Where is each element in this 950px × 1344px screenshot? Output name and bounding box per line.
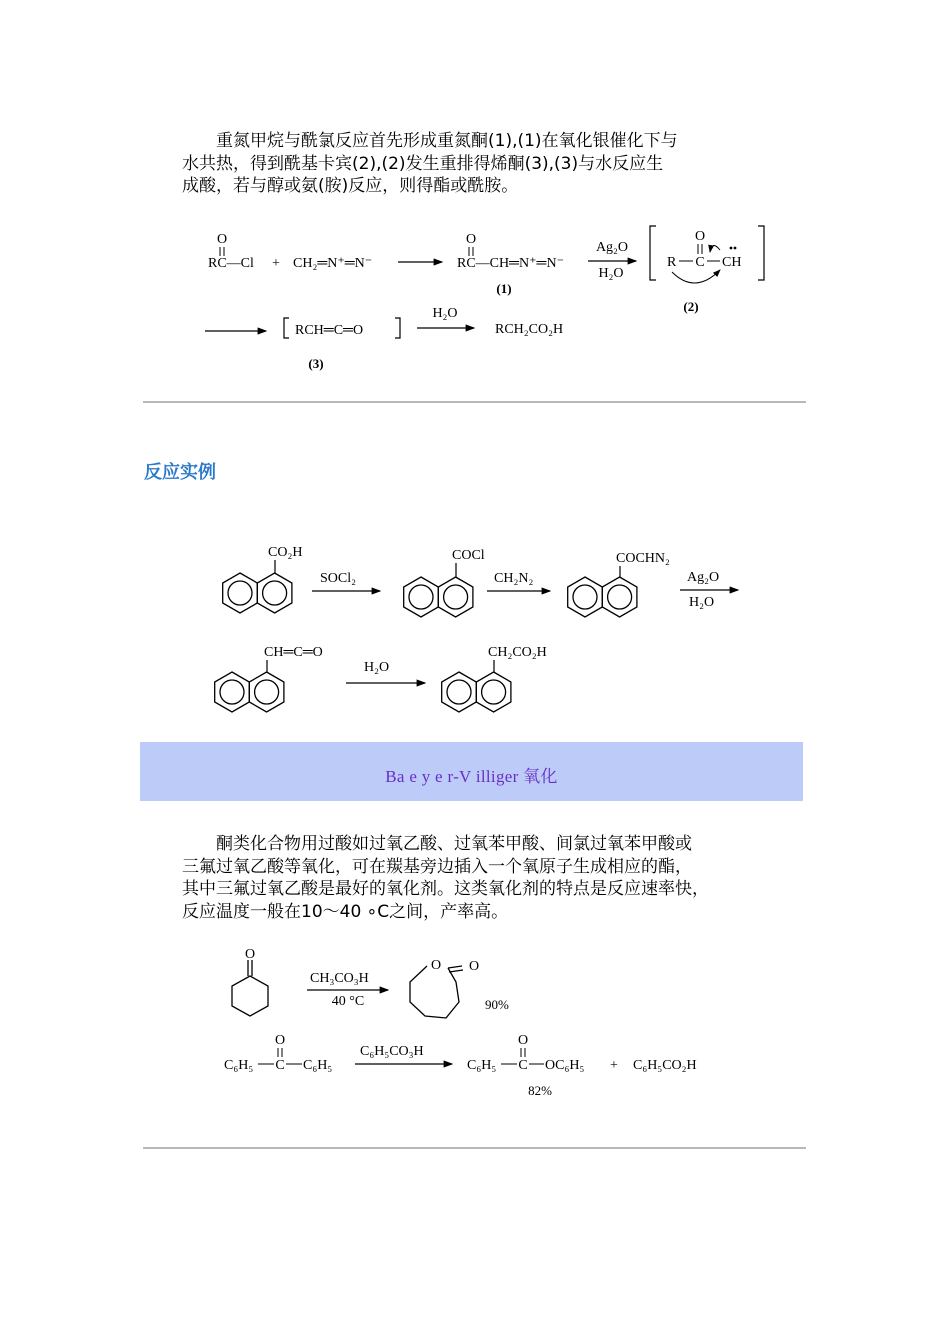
phenyl-right: C₆H₅ — [303, 1058, 333, 1073]
paragraph-line: 酮类化合物用过酸如过氧乙酸、过氧苯甲酸、间氯过氧苯甲酸或 — [182, 834, 692, 854]
section-heading: 反应实例 — [144, 462, 216, 483]
substituent-label: COCl — [452, 548, 485, 563]
carbonyl-oxygen: O — [469, 959, 480, 974]
carbene-r: R — [667, 255, 677, 270]
plus-sign: + — [610, 1058, 618, 1073]
carbene-c: C — [695, 255, 705, 270]
carbonyl-oxygen: O — [244, 947, 256, 962]
ring-oxygen: O — [430, 958, 442, 973]
phenyl-left: C₆H₅ — [224, 1058, 254, 1073]
carbonyl-oxygen: O — [274, 1033, 286, 1048]
reagent-ag2o: Ag₂O — [595, 240, 629, 255]
section-banner — [140, 742, 803, 801]
divider — [143, 401, 806, 403]
substituent-label: CO₂H — [268, 545, 303, 560]
reagent-label: SOCl₂ — [320, 571, 357, 586]
divider — [143, 1147, 806, 1149]
paragraph-line: 三氟过氧乙酸等氧化，可在羰基旁边插入一个氧原子生成相应的酯， — [182, 856, 692, 877]
carbonyl-oxygen: O — [465, 232, 477, 247]
substituent-label: CH═C═O — [264, 645, 323, 660]
condition-label: 40 °C — [331, 994, 365, 1009]
paragraph-line: 反应温度一般在10～40 ∘C之间，产率高。 — [182, 901, 509, 922]
reagent-h2o: H₂O — [598, 266, 624, 281]
reagent-h2o: H₂O — [432, 306, 458, 321]
banner-title: Ba e y e r-V illiger 氧化 — [385, 767, 558, 786]
substituent-label: COCHN₂ — [616, 551, 670, 566]
phenoxy: OC₆H₅ — [545, 1058, 585, 1073]
naphthalene-ring — [568, 577, 637, 617]
diazoketone — [457, 232, 564, 296]
compound-label-1: (1) — [496, 281, 512, 296]
diazomethane: CH₂═N⁺═N⁻ — [293, 256, 373, 271]
carbonyl-carbon: C — [275, 1058, 285, 1073]
naphthalene-ring — [442, 672, 511, 712]
plus-sign: + — [272, 256, 280, 271]
naphthalene-ring — [223, 573, 292, 613]
phenyl-left: C₆H₅ — [467, 1058, 497, 1073]
acid-chloride-label: RC—Cl — [208, 256, 254, 271]
reagent-label: C₆H₅CO₃H — [360, 1044, 424, 1059]
substituent-label: CH₂CO₂H — [488, 645, 547, 660]
acyl-carbene — [650, 226, 764, 314]
compound-label-3: (3) — [308, 356, 324, 371]
carbonyl-oxygen: O — [216, 232, 228, 247]
caprolactone — [410, 966, 463, 1018]
reagent-label: H₂O — [364, 660, 390, 675]
paragraph-line: 重氮甲烷与酰氯反应首先形成重氮酮(1),(1)在氧化银催化下与 — [182, 131, 678, 151]
yield-label: 90% — [485, 997, 509, 1012]
diazoketone-label: RC—CH═N⁺═N⁻ — [457, 256, 564, 271]
ketene: RCH═C═O — [295, 323, 364, 338]
reagent-label: CH₃CO₃H — [310, 971, 369, 986]
paragraph-line: 其中三氟过氧乙酸是最好的氧化剂。这类氧化剂的特点是反应速率快， — [182, 879, 709, 899]
reagent-label: H₂O — [689, 595, 715, 610]
paragraph-line: 成酸，若与醇或氨(胺)反应，则得酯或酰胺。 — [182, 176, 519, 196]
baeyer-villiger-paragraph — [182, 833, 782, 923]
yield-label: 82% — [528, 1083, 552, 1098]
naphthalene-ring — [215, 672, 284, 712]
product-acid: RCH₂CO₂H — [495, 322, 564, 337]
carbene-ch: CH — [722, 255, 742, 270]
reagent-label: CH₂N₂ — [494, 571, 534, 586]
benzoic-acid: C₆H₅CO₂H — [633, 1058, 697, 1073]
ester-carbon: C — [518, 1058, 528, 1073]
carbonyl-oxygen: O — [517, 1033, 529, 1048]
cyclohexanone — [232, 960, 268, 1016]
acid-chloride — [208, 232, 254, 271]
naphthalene-ring — [404, 577, 473, 617]
paragraph-line: 水共热，得到酰基卡宾(2),(2)发生重排得烯酮(3),(3)与水反应生 — [182, 153, 664, 174]
compound-label-2: (2) — [683, 299, 699, 314]
carbonyl-oxygen: O — [694, 229, 706, 244]
reagent-label: Ag₂O — [687, 570, 720, 585]
